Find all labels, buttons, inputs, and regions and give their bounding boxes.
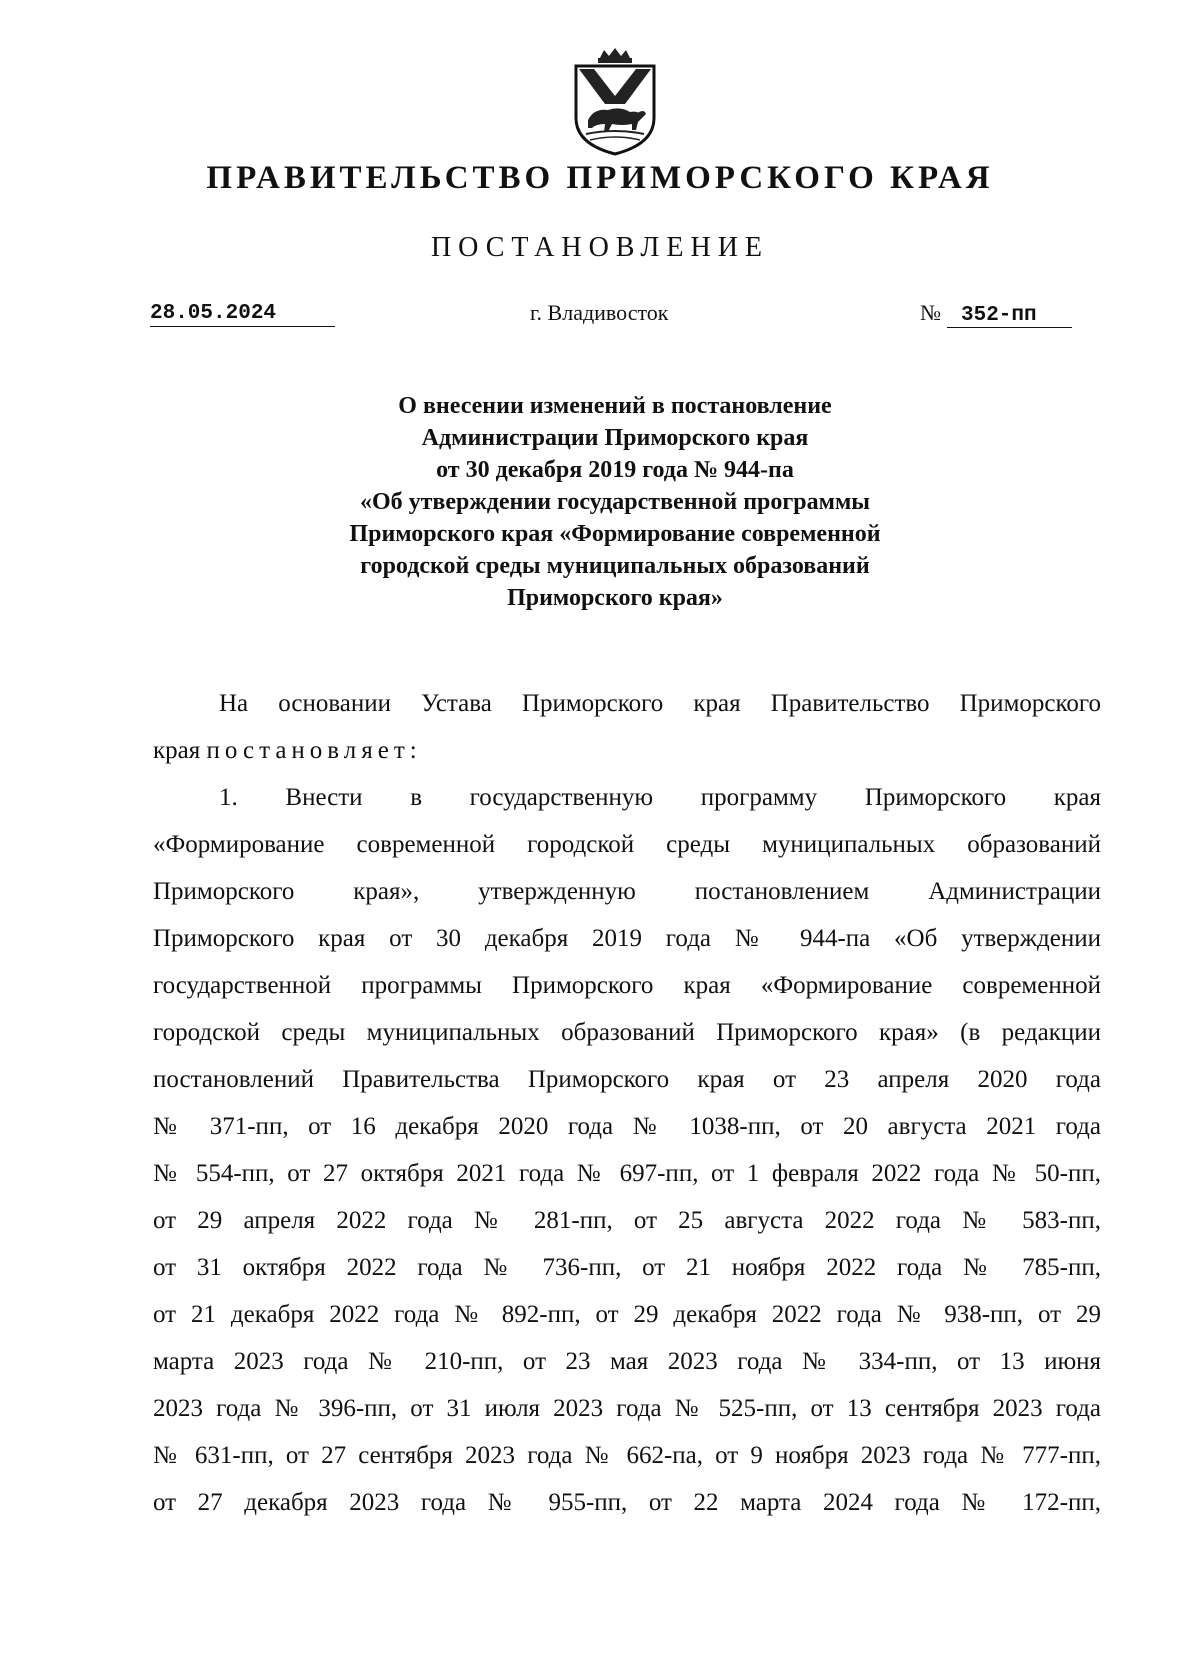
body-line: марта 2023 года № 210-пп, от 23 мая 2023 года № 334-пп, от 13 июня	[153, 1348, 1101, 1375]
document-heading	[150, 390, 1080, 614]
heading-line: «Об утверждении государственной программы	[359, 489, 871, 515]
body-line: 2023 года № 396-пп, от 31 июля 2023 года № 525-пп, от 13 сентября 2023 года	[153, 1395, 1101, 1422]
decree-keyword: постановляет:	[206, 737, 422, 764]
number-value: 352-пп	[947, 304, 1072, 328]
heading-line: Приморского края»	[507, 585, 723, 611]
body-line: от 29 апреля 2022 года № 281-пп, от 25 августа 2022 года № 583-пп,	[153, 1207, 1101, 1234]
body-line: постановлений Правительства Приморского края от 23 апреля 2020 года	[153, 1066, 1101, 1093]
document-body	[153, 680, 1101, 1526]
heading-line: Администрации Приморского края	[421, 425, 809, 451]
body-line	[153, 727, 1101, 774]
body-line: от 27 декабря 2023 года № 955-пп, от 22 марта 2024 года № 172-пп,	[153, 1489, 1101, 1516]
body-line: Приморского края», утвержденную постановлением Администрации	[153, 878, 1101, 905]
body-text-fragment: края	[153, 737, 201, 764]
body-line: государственной программы Приморского края «Формирование современной	[153, 972, 1101, 999]
number-sign: №	[920, 300, 941, 325]
body-line: № 554-пп, от 27 октября 2021 года № 697-пп, от 1 февраля 2022 года № 50-пп,	[153, 1160, 1101, 1187]
heading-line: О внесении изменений в постановление	[398, 393, 832, 419]
coat-of-arms-icon	[570, 48, 660, 156]
heading-line: городской среды муниципальных образований	[360, 553, 870, 579]
heading-line: от 30 декабря 2019 года № 944-па	[436, 457, 794, 483]
body-line: от 21 декабря 2022 года № 892-пп, от 29 декабря 2022 года № 938-пп, от 29	[153, 1301, 1101, 1328]
body-line: 1. Внести в государственную программу Приморского края	[219, 784, 1101, 811]
heading-line: Приморского края «Формирование современной	[349, 521, 881, 547]
document-city: г. Владивосток	[530, 300, 669, 325]
document-date: 28.05.2024	[150, 302, 335, 327]
body-line: от 31 октября 2022 года № 736-пп, от 21 ноября 2022 года № 785-пп,	[153, 1254, 1101, 1281]
body-line: Приморского края от 30 декабря 2019 года № 944-па «Об утверждении	[153, 925, 1101, 952]
body-line: На основании Устава Приморского края Правительство Приморского	[219, 690, 1101, 717]
body-line: «Формирование современной городской среды муниципальных образований	[153, 831, 1101, 858]
body-line: № 371-пп, от 16 декабря 2020 года № 1038-пп, от 20 августа 2021 года	[153, 1113, 1101, 1140]
document-type: ПОСТАНОВЛЕНИЕ	[430, 232, 770, 263]
body-line: № 631-пп, от 27 сентября 2023 года № 662-па, от 9 ноября 2023 года № 777-пп,	[153, 1442, 1101, 1469]
government-title: ПРАВИТЕЛЬСТВО ПРИМОРСКОГО КРАЯ	[206, 160, 994, 196]
body-line: городской среды муниципальных образований Приморского края» (в редакции	[153, 1019, 1101, 1046]
document-number	[920, 300, 1072, 328]
